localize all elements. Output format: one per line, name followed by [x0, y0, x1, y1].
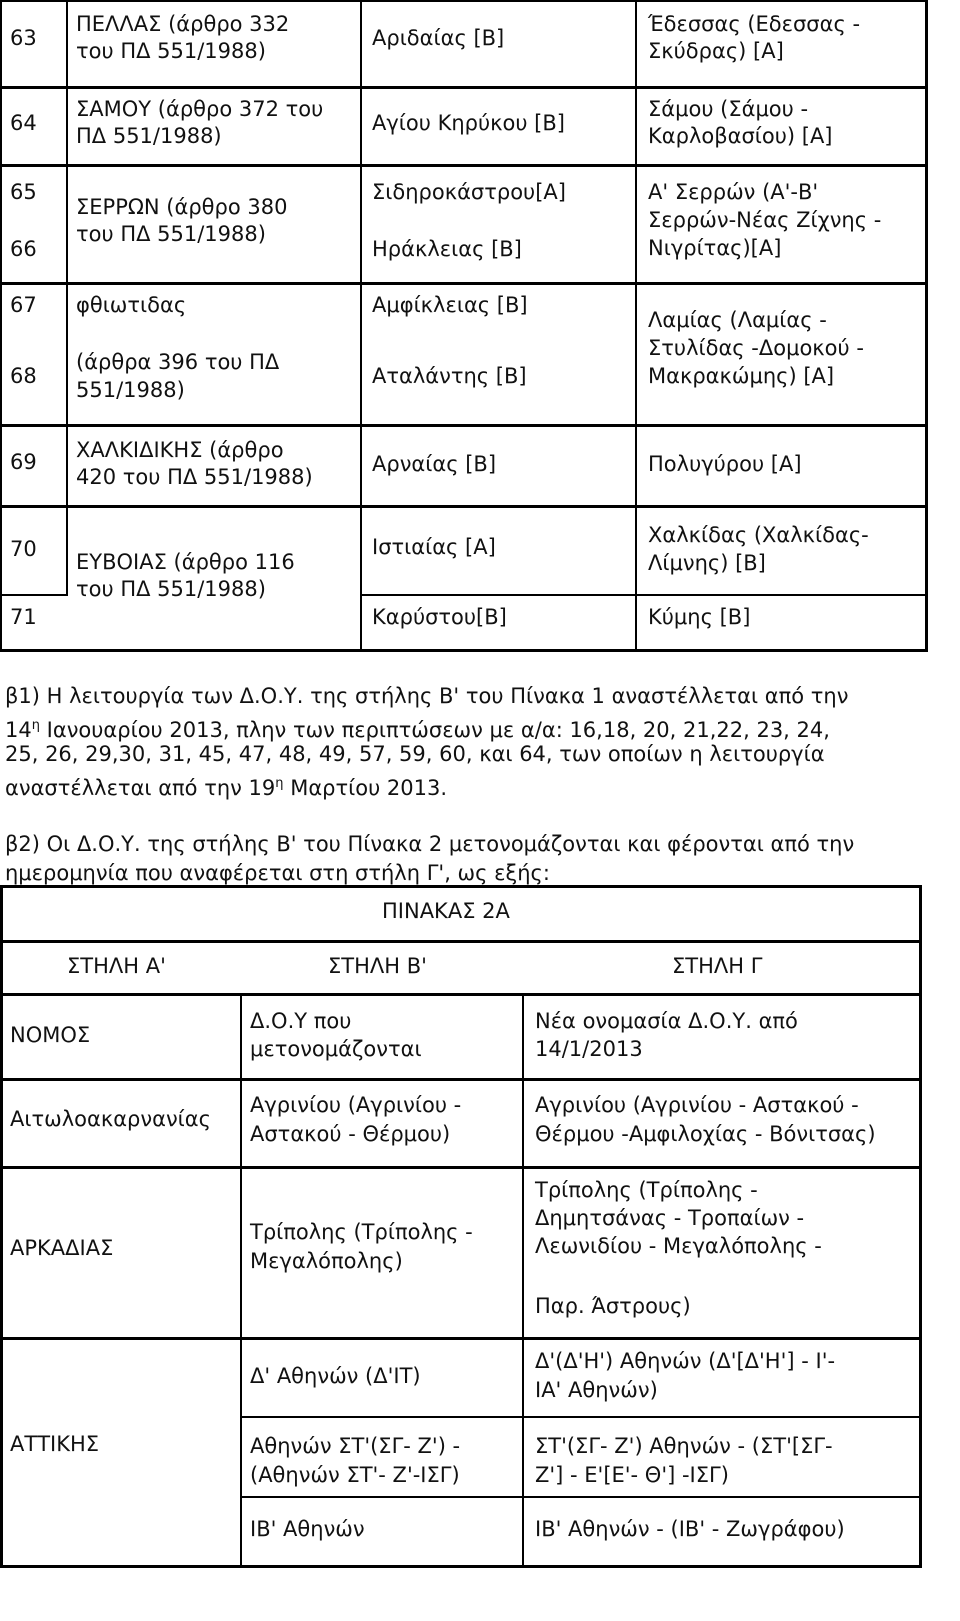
doy-cell: Λίμνης) [Β] — [648, 551, 766, 575]
text: αναστέλλεται από την 19 — [5, 776, 276, 800]
row-number: 68 — [10, 364, 37, 388]
nomos-cell: ΕΥΒΟΙΑΣ (άρθρο 116 — [76, 550, 295, 574]
new-doy-cell: Παρ. Άστρους) — [535, 1294, 691, 1318]
doy-cell: Αριδαίας [Β] — [372, 26, 505, 50]
subheader-cell: ΝΟΜΟΣ — [10, 1023, 91, 1047]
doy-cell: Κύμης [Β] — [648, 605, 751, 629]
row-number: 70 — [10, 537, 37, 561]
new-doy-cell: ΙΒ' Αθηνών - (ΙΒ' - Ζωγράφου) — [535, 1517, 845, 1541]
paragraph-line — [5, 769, 447, 803]
doy-cell: Καρλοβασίου) [Α] — [648, 124, 833, 148]
old-doy-cell: (Αθηνών ΣΤ'- Ζ'-ΙΣΓ) — [250, 1463, 460, 1487]
nomos-cell: ΠΔ 551/1988) — [76, 124, 222, 148]
doy-cell: Λαμίας (Λαμίας - — [648, 308, 827, 332]
nomos-cell: (άρθρα 396 του ΠΔ — [76, 350, 280, 374]
nomos-cell: ΣΕΡΡΩΝ (άρθρο 380 — [76, 195, 288, 219]
new-doy-cell: Δ'(Δ'Η') Αθηνών (Δ'[Δ'Η'] - Ι'- — [535, 1349, 836, 1373]
doy-cell: Πολυγύρου [Α] — [648, 452, 802, 476]
old-doy-cell: Αστακού - Θέρμου) — [250, 1122, 451, 1146]
row-number: 71 — [10, 605, 37, 629]
old-doy-cell: Δ' Αθηνών (Δ'ΙΤ) — [250, 1364, 421, 1388]
nomos-cell: ΠΕΛΛΑΣ (άρθρο 332 — [76, 12, 290, 36]
column-header: ΣΤΗΛΗ Α' — [67, 954, 166, 978]
new-doy-cell: Ζ'] - Ε'[Ε'- Θ'] -ΙΣΓ) — [535, 1463, 729, 1487]
new-doy-cell: Δημητσάνας - Τροπαίων - — [535, 1206, 805, 1230]
doy-cell: Αμφίκλειας [Β] — [372, 293, 528, 317]
subheader-cell: 14/1/2013 — [535, 1037, 643, 1061]
doy-cell: Στυλίδας -Δομοκού - — [648, 336, 864, 360]
new-doy-cell: Λεωνιδίου - Μεγαλόπολης - — [535, 1234, 822, 1258]
paragraph-line: 25, 26, 29,30, 31, 45, 47, 48, 49, 57, 59, 60, και 64, των οποίων η λειτουργία — [5, 742, 825, 766]
superscript: η — [31, 718, 40, 733]
column-header: ΣΤΗΛΗ Β' — [328, 954, 427, 978]
new-doy-cell: Αγρινίου (Αγρινίου - Αστακού - — [535, 1093, 859, 1117]
superscript: η — [275, 776, 284, 791]
nomos-cell: 551/1988) — [76, 378, 185, 402]
row-number: 63 — [10, 26, 37, 50]
column-header: ΣΤΗΛΗ Γ — [672, 954, 763, 978]
doy-cell: Σερρών-Νέας Ζίχνης - — [648, 208, 882, 232]
old-doy-cell: Αθηνών ΣΤ'(ΣΓ- Ζ') - — [250, 1434, 461, 1458]
nomos-cell: ΑΡΚΑΔΙΑΣ — [10, 1236, 114, 1260]
doy-cell: Έδεσσας (Εδεσσας - — [648, 12, 861, 36]
subheader-cell: μετονομάζονται — [250, 1037, 422, 1061]
doy-cell: Αταλάντης [Β] — [372, 364, 527, 388]
doy-cell: Σάμου (Σάμου - — [648, 97, 809, 121]
new-doy-cell: ΙΑ' Αθηνών) — [535, 1378, 658, 1402]
row-number: 67 — [10, 293, 37, 317]
doy-cell: Χαλκίδας (Χαλκίδας- — [648, 523, 869, 547]
old-doy-cell: Αγρινίου (Αγρινίου - — [250, 1093, 462, 1117]
old-doy-cell: ΙΒ' Αθηνών — [250, 1517, 365, 1541]
nomos-cell: του ΠΔ 551/1988) — [76, 39, 266, 63]
text: 14 — [5, 718, 32, 742]
new-doy-cell: ΣΤ'(ΣΓ- Ζ') Αθηνών - (ΣΤ'[ΣΓ- — [535, 1434, 833, 1458]
nomos-cell: 420 του ΠΔ 551/1988) — [76, 465, 313, 489]
paragraph-line: β2) Οι Δ.Ο.Υ. της στήλης Β' του Πίνακα 2 μετονομάζονται και φέρονται από την — [5, 832, 855, 856]
nomos-cell: ΑΤΤΙΚΗΣ — [10, 1432, 100, 1456]
doy-cell: Μακρακώμης) [Α] — [648, 364, 835, 388]
table-title: ΠΙΝΑΚΑΣ 2Α — [382, 899, 510, 923]
doy-cell: Ιστιαίας [Α] — [372, 535, 496, 559]
paragraph-line: β1) Η λειτουργία των Δ.Ο.Υ. της στήλης Β' του Πίνακα 1 αναστέλλεται από την — [5, 684, 849, 708]
paragraph-line: ημερομηνία που αναφέρεται στη στήλη Γ', ως εξής: — [5, 861, 550, 885]
nomos-cell: φθιωτιδας — [76, 293, 187, 317]
old-doy-cell: Μεγαλόπολης) — [250, 1249, 403, 1273]
doy-cell: Σιδηροκάστρου[Α] — [372, 180, 566, 204]
doy-cell: Ηράκλειας [Β] — [372, 237, 522, 261]
old-doy-cell: Τρίπολης (Τρίπολης - — [250, 1220, 473, 1244]
doy-cell: Αρναίας [Β] — [372, 452, 497, 476]
doy-cell: Α' Σερρών (Α'-Β' — [648, 180, 819, 204]
doy-cell: Αγίου Κηρύκου [Β] — [372, 111, 565, 135]
row-number: 64 — [10, 111, 37, 135]
row-number: 69 — [10, 450, 37, 474]
text: Μαρτίου 2013. — [283, 776, 448, 800]
nomos-cell: Αιτωλοακαρνανίας — [10, 1107, 211, 1131]
nomos-cell: του ΠΔ 551/1988) — [76, 222, 266, 246]
text: Ιανουαρίου 2013, πλην των περιπτώσεων με α/α: 16,18, 20, 21,22, 23, 24, — [39, 718, 830, 742]
nomos-cell: ΧΑΛΚΙΔΙΚΗΣ (άρθρο — [76, 438, 284, 462]
row-number: 65 — [10, 180, 37, 204]
nomos-cell: ΣΑΜΟΥ (άρθρο 372 του — [76, 97, 324, 121]
new-doy-cell: Θέρμου -Αμφιλοχίας - Βόνιτσας) — [535, 1122, 876, 1146]
subheader-cell: Δ.Ο.Υ που — [250, 1009, 352, 1033]
subheader-cell: Νέα ονομασία Δ.Ο.Υ. από — [535, 1009, 798, 1033]
doy-cell: Καρύστου[Β] — [372, 605, 507, 629]
row-number: 66 — [10, 237, 37, 261]
nomos-cell: του ΠΔ 551/1988) — [76, 577, 266, 601]
doy-cell: Σκύδρας) [Α] — [648, 39, 784, 63]
new-doy-cell: Τρίπολης (Τρίπολης - — [535, 1178, 758, 1202]
doy-cell: Νιγρίτας)[Α] — [648, 236, 782, 260]
